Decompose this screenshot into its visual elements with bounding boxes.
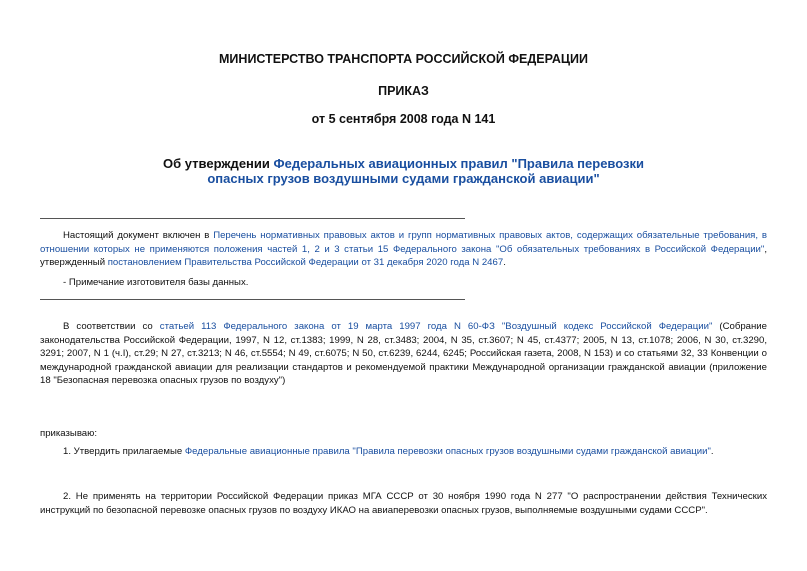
federal-rules-link[interactable]: Федеральных авиационных правил "Правила перевозки опасных грузов воздушными судами гражданской авиации": [207, 156, 644, 186]
preamble-paragraph: [40, 320, 767, 388]
subject-prefix: Об утверждении: [163, 156, 274, 171]
preamble-text-1: В соответствии со: [63, 321, 160, 332]
order-type-heading: ПРИКАЗ: [378, 84, 429, 98]
order-item-2: 2. Не применять на территории Российской Федерации приказ МГА СССР от 30 ноября 1990 года N 277 "О распространении действия Технических инструкций по безопасной перевозке опасных грузов по воздуху ИКАО на авиаперевозки опасных грузов, выполняемые воздушными судами СССР".: [40, 491, 767, 516]
order-subject-title: [150, 156, 657, 186]
orders-line: приказываю:: [40, 428, 98, 439]
item1-text-2: .: [710, 446, 714, 457]
note-text-1: Настоящий документ включен в: [63, 230, 214, 241]
government-decree-link[interactable]: постановлением Правительства Российской Федерации от 31 декабря 2020 года N 2467: [107, 257, 504, 269]
note-text-3: .: [503, 257, 506, 269]
database-note: [40, 229, 767, 270]
ministry-heading: МИНИСТЕРСТВО ТРАНСПОРТА РОССИЙСКОЙ ФЕДЕРАЦИИ: [219, 52, 588, 66]
order-date-number: от 5 сентября 2008 года N 141: [311, 112, 496, 126]
air-code-link[interactable]: статьей 113 Федерального закона от 19 марта 1997 года N 60-ФЗ "Воздушный кодекс Российской Федерации": [159, 321, 713, 332]
approved-rules-link[interactable]: Федеральные авиационные правила "Правила перевозки опасных грузов воздушными судами гражданской авиации": [184, 446, 711, 457]
regulatory-list-link[interactable]: Перечень нормативных правовых актов и групп нормативных правовых актов, содержащих обязательные требования, в отношении которых не применяются положения частей 1, 2 и 3 статьи 15 Федерального закона "Об обязательных требованиях в Российской Федерации": [40, 230, 767, 255]
item1-text-1: 1. Утвердить прилагаемые: [63, 446, 185, 457]
preamble-text-2: (Собрание законодательства Российской Федерации, 1997, N 12, ст.1383; 1999, N 28, ст.3483; 2004, N 35, ст.3607; N 45, ст.4377; 2005, N 13, ст.1078; 2006, N 30, ст.3290, 3291; 2007, N 1 (ч.I), ст.29; N 27, ст.3213; N 46, ст.5554; N 49, ст.6075; N 50, ст.6239, 6244, 6245; Российская газета, 2008, N 153) и со статьями 32, 33 Конвенции о международной гражданской авиации для реализации стандартов и рекомендуемой практики Международной организации гражданской авиации (приложение 18 "Безопасная перевозка опасных грузов по воздуху"): [40, 321, 767, 387]
note-divider-top: [40, 218, 465, 219]
order-item-1: [40, 445, 767, 459]
note-divider-bottom: [40, 299, 465, 300]
database-note-source: - Примечание изготовителя базы данных.: [63, 277, 249, 288]
note-text-2: , утвержденный: [40, 243, 767, 269]
